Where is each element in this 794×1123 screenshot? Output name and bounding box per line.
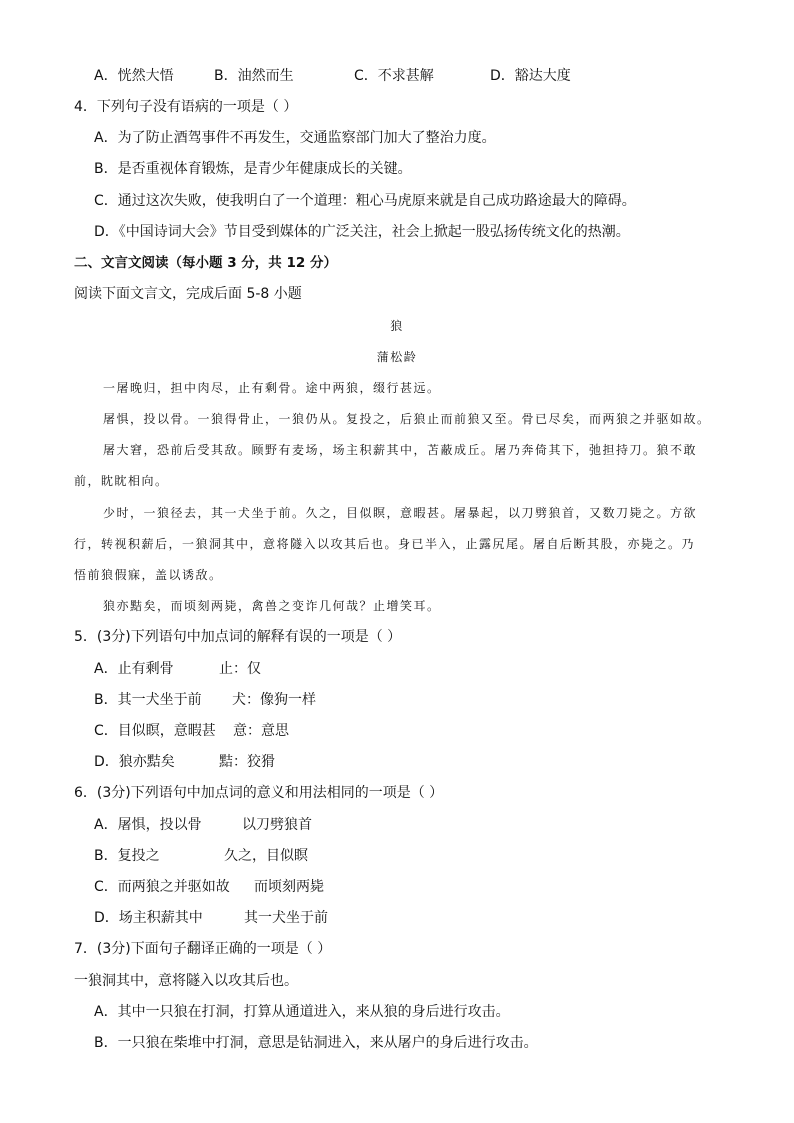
q5-option-d-gloss: 黠：狡猾	[219, 754, 275, 770]
q6-stem: 6．(3分)下列语句中加点词的意义和用法相同的一项是（ ）	[74, 785, 444, 801]
q6-option-b	[94, 847, 308, 865]
q4-option-c: C．通过这次失败，使我明白了一个道理：粗心马虎原来就是自己成功路途最大的障碍。	[94, 193, 636, 209]
q5-option-d	[94, 753, 275, 771]
q6-option-d-first: D．场主积薪其中	[94, 910, 203, 926]
q7-option-b: B．一只狼在柴堆中打洞，意思是钻洞进入，来从屠户的身后进行攻击。	[94, 1035, 538, 1051]
passage-line: 悟前狼假寐，盖以诱敌。	[74, 568, 223, 582]
q6-option-c	[94, 878, 324, 896]
q3-option-b: B．油然而生	[214, 68, 294, 84]
q5-option-b-gloss: 犬：像狗一样	[232, 692, 316, 708]
passage-line: 行，转视积薪后，一狼洞其中，意将隧入以攻其后也。身已半入，止露尻尾。屠自后断其股，亦毙之。乃	[74, 537, 696, 551]
q3-option-a: A．恍然大悟	[94, 68, 174, 84]
q6-option-b-first: B．复投之	[94, 848, 160, 864]
q5-option-b	[94, 691, 316, 709]
q7-option-a: A．其中一只狼在打洞，打算从通道进入，来从狼的身后进行攻击。	[94, 1004, 510, 1020]
section-instruction: 阅读下面文言文，完成后面 5-8 小题	[74, 286, 302, 302]
q5-option-a-phrase: A．止有剩骨	[94, 661, 174, 677]
q5-option-c-phrase: C．目似瞑，意暇甚	[94, 723, 216, 739]
q6-option-a-first: A．屠惧，投以骨	[94, 817, 202, 833]
q4-option-a: A．为了防止酒驾事件不再发生，交通监察部门加大了整治力度。	[94, 130, 496, 146]
q5-option-a	[94, 660, 261, 678]
q6-option-a-second: 以刀劈狼首	[242, 817, 312, 833]
q6-option-c-second: 而顷刻两毙	[254, 879, 324, 895]
q4-stem: 4．下列句子没有语病的一项是（ ）	[74, 99, 298, 115]
q6-option-c-first: C．而两狼之并驱如故	[94, 879, 230, 895]
q3-option-c: C．不求甚解	[354, 68, 434, 84]
q7-stem: 7．(3分)下面句子翻译正确的一项是（ ）	[74, 941, 332, 957]
q6-option-b-second: 久之，目似瞑	[224, 848, 308, 864]
q5-option-d-phrase: D．狼亦黠矣	[94, 754, 175, 770]
section-heading: 二、文言文阅读（每小题 3 分，共 12 分）	[74, 255, 337, 271]
q6-option-d-second: 其一犬坐于前	[244, 910, 328, 926]
q7-sentence: 一狼洞其中，意将隧入以攻其后也。	[74, 973, 298, 989]
passage-line: 屠大窘，恐前后受其敌。顾野有麦场，场主积薪其中，苫蔽成丘。屠乃奔倚其下，弛担持刀。狼不敢	[103, 443, 698, 457]
q5-option-c-gloss: 意：意思	[233, 723, 289, 739]
q4-option-d: D．《中国诗词大会》节目受到媒体的广泛关注，社会上掀起一股弘扬传统文化的热潮。	[94, 224, 630, 240]
passage-line: 一屠晚归，担中肉尽，止有剩骨。途中两狼，缀行甚远。	[103, 381, 441, 395]
q5-stem: 5．(3分)下列语句中加点词的解释有误的一项是（ ）	[74, 629, 402, 645]
q5-option-a-gloss: 止：仅	[219, 661, 261, 677]
q4-option-b: B．是否重视体育锻炼，是青少年健康成长的关键。	[94, 161, 412, 177]
passage-line: 少时，一狼径去，其一犬坐于前。久之，目似瞑，意暇甚。屠暴起，以刀劈狼首，又数刀毙之。方欲	[103, 506, 698, 520]
q5-option-b-phrase: B．其一犬坐于前	[94, 692, 202, 708]
passage-line: 屠惧，投以骨。一狼得骨止，一狼仍从。复投之，后狼止而前狼又至。骨已尽矣，而两狼之并驱如故。	[103, 412, 711, 426]
passage-line: 前，眈眈相向。	[74, 474, 169, 488]
passage-line: 狼亦黠矣，而顷刻两毙，禽兽之变诈几何哉？止增笑耳。	[103, 599, 441, 613]
q5-option-c	[94, 722, 289, 740]
q6-option-d	[94, 909, 328, 927]
q6-option-a	[94, 816, 312, 834]
q3-option-d: D．豁达大度	[490, 68, 571, 84]
passage-title: 狼	[390, 319, 404, 333]
passage-author: 蒲松龄	[376, 350, 418, 364]
